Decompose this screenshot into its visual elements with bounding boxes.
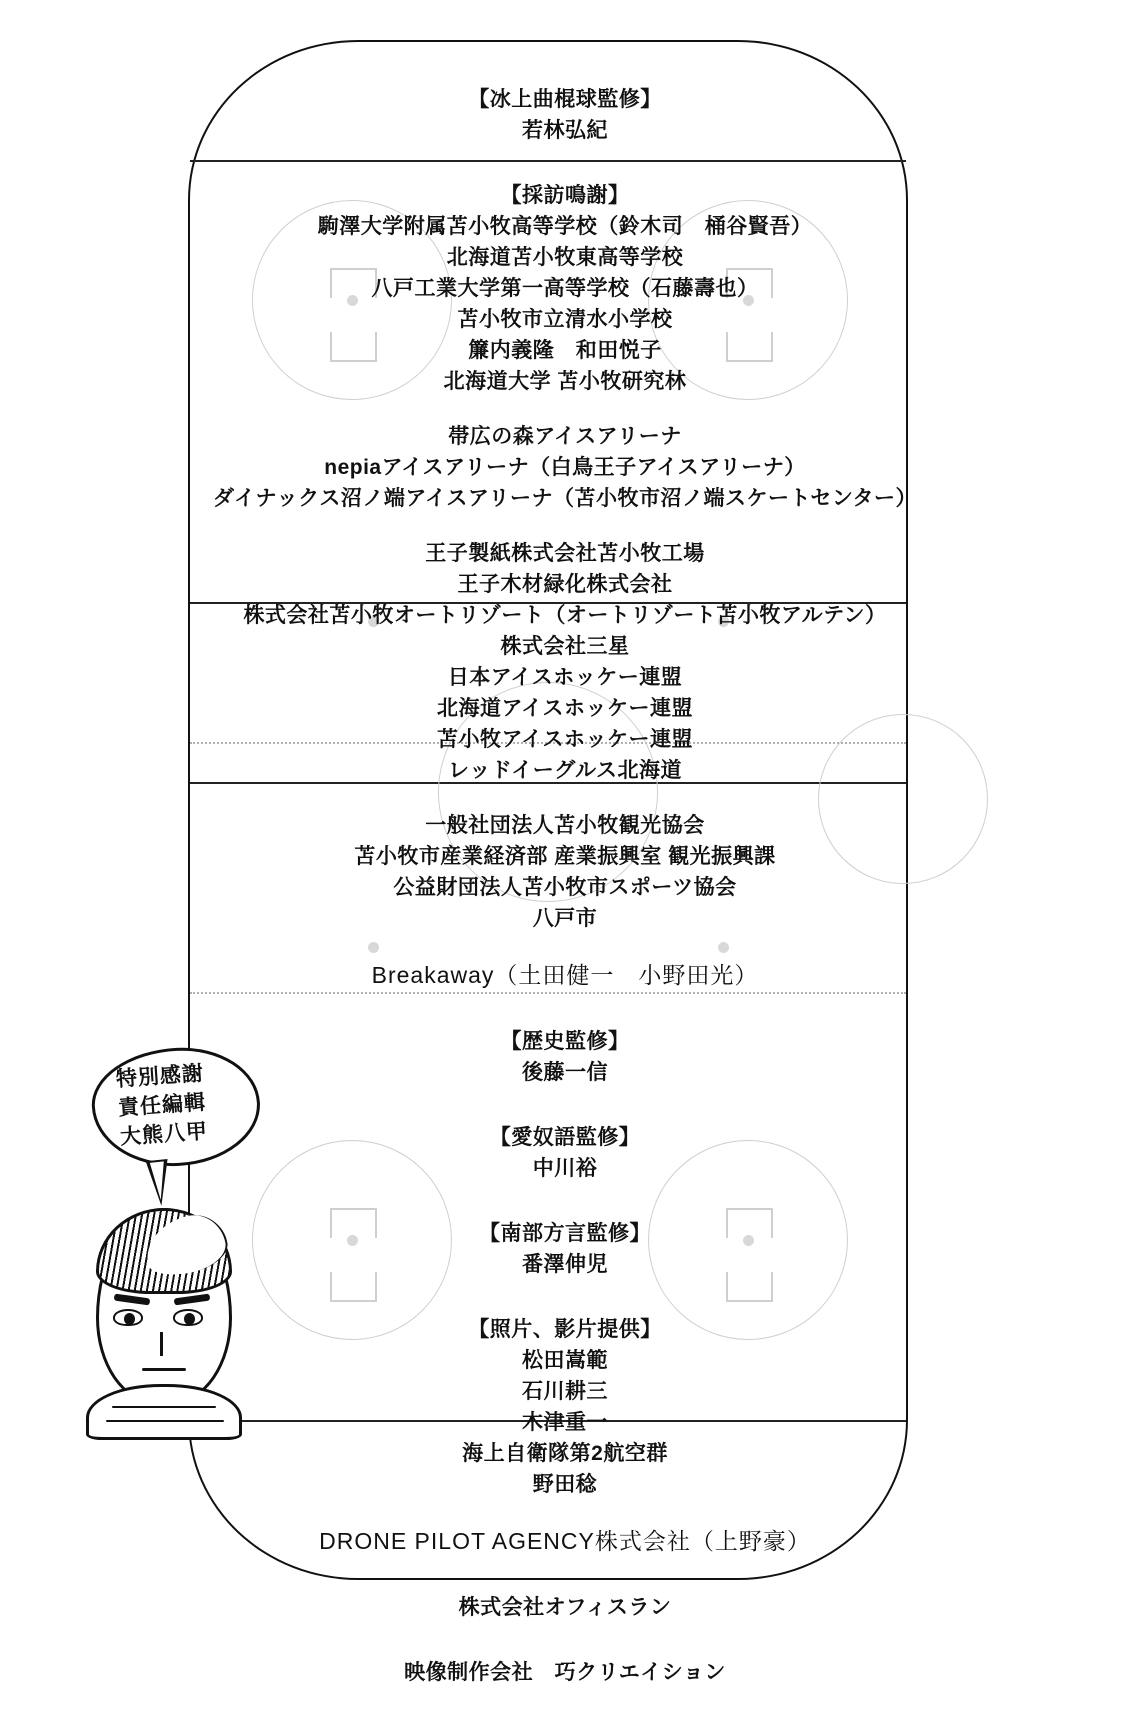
credit-spacer (0, 786, 1130, 810)
credit-line: 八戸工業大学第一高等学校（石藤壽也） (371, 277, 759, 300)
credit-block-interview-thanks (0, 180, 1130, 397)
credit-line: 王子製紙株式会社苫小牧工場 (425, 542, 705, 565)
credit-heading: 【歴史監修】 (500, 1030, 630, 1053)
eye-left (113, 1309, 143, 1326)
character-head (86, 1208, 246, 1438)
credit-line: 松田嵩範 (522, 1349, 608, 1372)
credit-line: 北海道大学 苫小牧研究林 (443, 370, 687, 393)
credit-line: 株式会社苫小牧オートリゾート（オートリゾート苫小牧アルテン） (243, 604, 887, 627)
credit-line: 北海道アイスホッケー連盟 (437, 697, 693, 720)
collar-stripe (112, 1406, 216, 1408)
credit-heading: 【愛奴語監修】 (489, 1126, 641, 1149)
credit-line: DRONE PILOT AGENCY株式会社（上野豪） (319, 1528, 811, 1554)
credit-spacer (0, 1688, 1130, 1712)
credit-line: 野田稔 (532, 1473, 598, 1496)
eye-right (173, 1309, 203, 1326)
credit-heading: 【冰上曲棍球監修】 (468, 88, 662, 111)
credit-line: 一般社団法人苫小牧観光協会 (425, 814, 705, 837)
credit-line: 簾内義隆 和田悦子 (468, 339, 662, 362)
credit-line: 苫小牧アイスホッケー連盟 (437, 728, 693, 751)
jersey-collar (86, 1384, 242, 1440)
credit-line: 石川耕三 (522, 1380, 608, 1403)
pupil-right (184, 1313, 195, 1325)
hair-sweep (140, 1209, 232, 1281)
credit-line: Breakaway（土田健一 小野田光） (371, 962, 759, 988)
credit-spacer (0, 1623, 1130, 1657)
credit-block-arenas (0, 421, 1130, 514)
credit-spacer (0, 397, 1130, 421)
credit-line: 公益財団法人苫小牧市スポーツ協会 (393, 876, 737, 899)
credit-line: 王子木材緑化株式会社 (457, 573, 673, 596)
credit-line: 株式会社三星 (500, 635, 630, 658)
credit-line: 帯広の森アイスアリーナ (448, 425, 682, 448)
bubble-line: 特別感謝 (115, 1062, 205, 1092)
nose (160, 1332, 163, 1356)
credit-block-officerun (0, 1592, 1130, 1623)
credit-block-breakaway (0, 958, 1130, 992)
credit-line: 中川裕 (532, 1157, 598, 1180)
credit-line: 木津重一 (522, 1411, 608, 1434)
credit-line: 番澤伸児 (522, 1253, 608, 1276)
credit-line: 苫小牧市産業経済部 産業振興室 観光振興課 (354, 845, 776, 868)
bubble-line: 大熊八甲 (119, 1119, 209, 1149)
credit-block-video-production (0, 1657, 1130, 1688)
credit-spacer (0, 1558, 1130, 1592)
speech-bubble-tail (146, 1159, 173, 1207)
credit-line: 海上自衛隊第2航空群 (462, 1442, 668, 1465)
credit-line: 北海道苫小牧東高等学校 (446, 246, 684, 269)
credit-spacer (0, 514, 1130, 538)
credit-line: 映像制作会社 巧クリエイション (404, 1661, 726, 1684)
character-illustration (78, 1048, 278, 1468)
collar-stripe (106, 1420, 224, 1422)
credit-spacer (0, 1500, 1130, 1524)
pupil-left (124, 1313, 135, 1325)
credit-line: 日本アイスホッケー連盟 (447, 666, 683, 689)
credit-block-companies (0, 538, 1130, 786)
bubble-line: 責任編輯 (117, 1090, 207, 1121)
credit-spacer (0, 934, 1130, 958)
speech-bubble-text (89, 1057, 235, 1154)
credit-block-hockey-supervision (0, 84, 1130, 146)
credit-line: 苫小牧市立清水小学校 (457, 308, 673, 331)
credit-block-drone-pilot (0, 1524, 1130, 1558)
credit-line: nepiaアイスアリーナ（白鳥王子アイスアリーナ） (324, 456, 806, 479)
credit-line: レッドイーグルス北海道 (448, 759, 682, 782)
credit-line: ダイナックス沼ノ端アイスアリーナ（苫小牧市沼ノ端スケートセンター） (212, 487, 918, 510)
credit-heading: 【採訪鳴謝】 (500, 184, 630, 207)
credit-heading: 【照片、影片提供】 (468, 1318, 662, 1341)
mouth (142, 1368, 186, 1371)
credit-line: 駒澤大学附属苫小牧高等学校（鈴木司 桶谷賢吾） (317, 215, 813, 238)
credit-heading: 【南部方言監修】 (479, 1222, 651, 1245)
credit-line: 後藤一信 (522, 1061, 608, 1084)
credit-line: 若林弘紀 (522, 119, 608, 142)
credit-line: 八戸市 (532, 907, 598, 930)
credit-spacer (0, 992, 1130, 1026)
credit-spacer (0, 146, 1130, 180)
hair (96, 1208, 232, 1294)
credit-block-public-bodies (0, 810, 1130, 934)
credit-line: 株式会社オフィスラン (458, 1596, 672, 1619)
